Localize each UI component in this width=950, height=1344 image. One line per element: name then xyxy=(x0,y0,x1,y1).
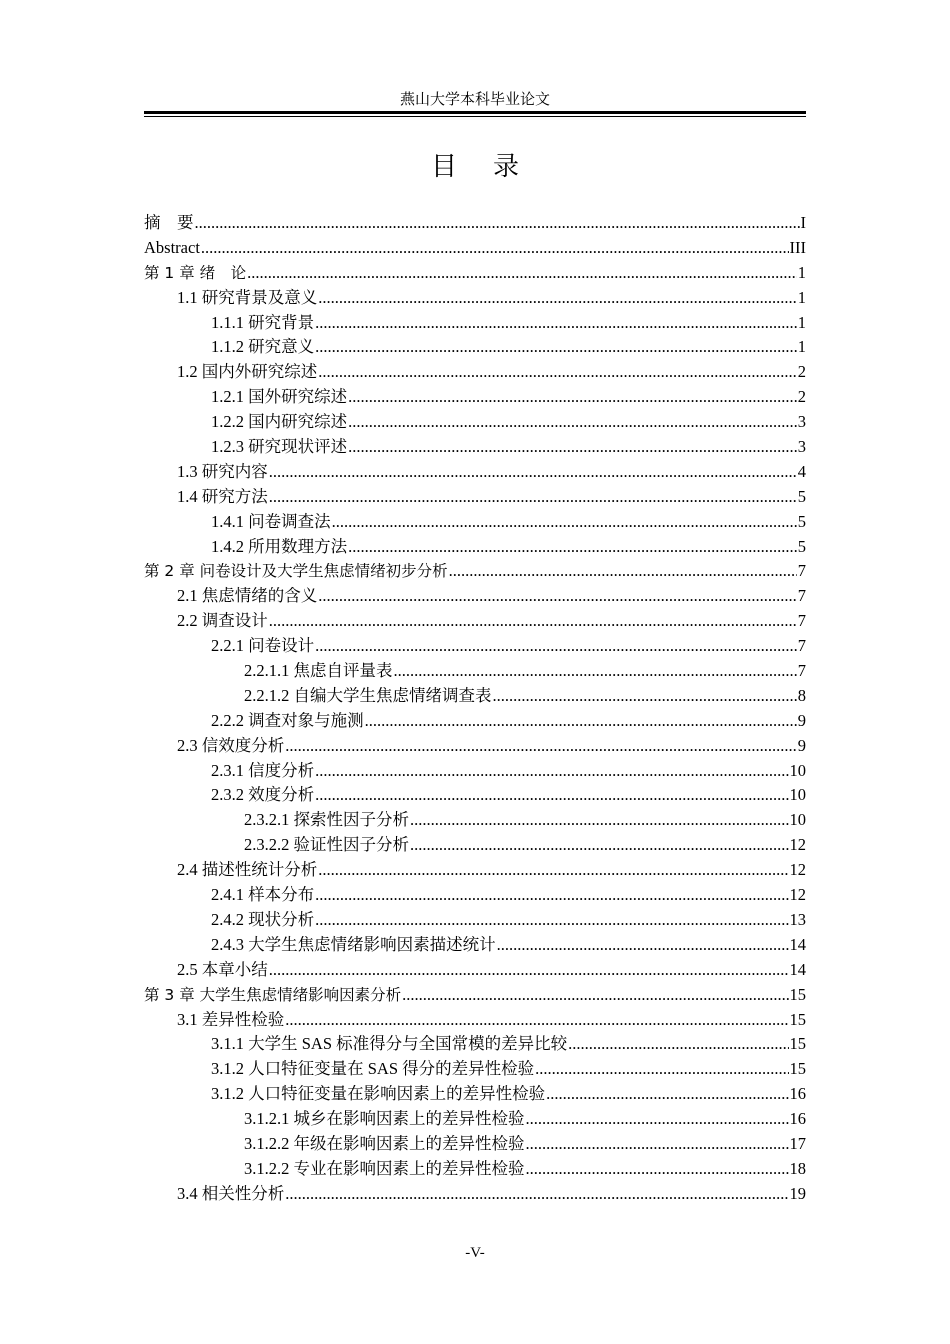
toc-entry-label: 1.3 研究内容 xyxy=(177,461,268,481)
toc-leader-dots xyxy=(535,1057,788,1082)
toc-leader-dots xyxy=(269,609,797,634)
page-header: 燕山大学本科毕业论文 xyxy=(399,92,550,108)
page-number: -V- xyxy=(465,1245,485,1261)
toc-entry-page: 17 xyxy=(789,1133,806,1153)
toc-entry[interactable] xyxy=(144,958,806,983)
toc-entry-page: I xyxy=(800,213,806,232)
toc-leader-dots xyxy=(318,584,797,609)
toc-entry[interactable] xyxy=(144,1008,806,1033)
toc-entry[interactable] xyxy=(144,1157,806,1182)
toc-title-part1: 目 xyxy=(430,152,457,182)
toc-entry-page: 7 xyxy=(797,586,806,606)
toc-entry-page: 15 xyxy=(789,1034,806,1054)
toc-leader-dots xyxy=(315,335,797,360)
toc-entry-page: 16 xyxy=(789,1109,806,1129)
toc-entry-label: 1.4 研究方法 xyxy=(177,486,268,506)
toc-entry[interactable] xyxy=(144,1132,806,1157)
toc-entry-label: 2.4.2 现状分析 xyxy=(211,909,315,929)
toc-entry[interactable] xyxy=(144,286,806,311)
toc-leader-dots xyxy=(348,435,797,460)
toc-entry[interactable] xyxy=(144,485,806,510)
toc-entry-page: 7 xyxy=(797,611,806,631)
toc-entry-label: 1.1.2 研究意义 xyxy=(211,337,315,357)
toc-leader-dots xyxy=(526,1132,789,1157)
toc-leader-dots xyxy=(526,1157,789,1182)
toc-entry-label: 3.1.1 大学生 SAS 标准得分与全国常模的差异比较 xyxy=(211,1034,568,1054)
toc-entry-page: 10 xyxy=(789,785,806,805)
toc-leader-dots xyxy=(247,261,797,286)
toc-entry-label: 2.3.2 效度分析 xyxy=(211,785,315,805)
toc-entry-page: 7 xyxy=(797,661,806,681)
toc-entry-page: 14 xyxy=(789,959,806,979)
toc-leader-dots xyxy=(318,286,797,311)
toc-entry-page: 5 xyxy=(797,536,806,556)
toc-entry-label: 1.2.1 国外研究综述 xyxy=(211,387,348,407)
toc-title-part2: 录 xyxy=(493,152,520,182)
toc-entry[interactable] xyxy=(144,211,806,236)
toc-entry-label: 2.3.2.2 验证性因子分析 xyxy=(244,835,409,855)
toc-entry-label: 3.1.2.2 年级在影响因素上的差异性检验 xyxy=(244,1133,525,1153)
toc-entry-page: 5 xyxy=(797,511,806,531)
header-rule-thick xyxy=(144,111,806,114)
toc-leader-dots xyxy=(285,1008,788,1033)
toc-leader-dots xyxy=(546,1082,788,1107)
toc-entry-page: 3 xyxy=(797,437,806,457)
toc-entry-label: 2.2.1.2 自编大学生焦虑情绪调查表 xyxy=(244,685,492,705)
toc-leader-dots xyxy=(449,559,797,584)
toc-entry[interactable] xyxy=(144,1107,806,1132)
toc-entry-label: 1.1 研究背景及意义 xyxy=(177,287,318,307)
toc-leader-dots xyxy=(348,535,797,560)
toc-entry-label: 第 2 章 问卷设计及大学生焦虑情绪初步分析 xyxy=(144,562,448,581)
toc-entry[interactable] xyxy=(144,858,806,883)
toc-entry[interactable] xyxy=(144,908,806,933)
toc-entry-label: 2.2.2 调查对象与施测 xyxy=(211,710,364,730)
toc-entry-label: 3.1.2 人口特征变量在影响因素上的差异性检验 xyxy=(211,1084,546,1104)
toc-entry-page: 2 xyxy=(797,387,806,407)
toc-entry[interactable] xyxy=(144,559,806,584)
toc-entry[interactable] xyxy=(144,236,806,261)
toc-entry-page: 19 xyxy=(789,1183,806,1203)
toc-leader-dots xyxy=(315,883,788,908)
table-of-contents xyxy=(144,211,806,1207)
toc-entry[interactable] xyxy=(144,410,806,435)
toc-leader-dots xyxy=(348,410,797,435)
toc-entry[interactable] xyxy=(144,759,806,784)
toc-entry-page: 14 xyxy=(789,934,806,954)
toc-leader-dots xyxy=(332,510,797,535)
toc-entry[interactable] xyxy=(144,1057,806,1082)
toc-entry-page: 4 xyxy=(797,461,806,481)
toc-entry-label: 2.1 焦虑情绪的含义 xyxy=(177,586,318,606)
toc-entry-label: 1.4.2 所用数理方法 xyxy=(211,536,348,556)
toc-entry-label: 3.1.2.2 专业在影响因素上的差异性检验 xyxy=(244,1158,525,1178)
toc-leader-dots xyxy=(315,783,788,808)
toc-entry-page: 13 xyxy=(789,909,806,929)
toc-entry-page: 15 xyxy=(789,984,806,1004)
toc-leader-dots xyxy=(348,385,797,410)
toc-entry-label: 2.5 本章小结 xyxy=(177,959,268,979)
toc-entry[interactable] xyxy=(144,1032,806,1057)
toc-entry[interactable] xyxy=(144,609,806,634)
toc-entry-page: 1 xyxy=(797,337,806,357)
toc-leader-dots xyxy=(269,958,789,983)
toc-entry[interactable] xyxy=(144,1082,806,1107)
toc-entry-label: 3.4 相关性分析 xyxy=(177,1183,285,1203)
toc-entry-page: 8 xyxy=(797,685,806,705)
toc-entry-page: 7 xyxy=(797,636,806,656)
toc-entry[interactable] xyxy=(144,709,806,734)
toc-entry-page: 9 xyxy=(797,710,806,730)
toc-entry-label: 3.1 差异性检验 xyxy=(177,1009,285,1029)
toc-entry-label: 1.1.1 研究背景 xyxy=(211,312,315,332)
toc-leader-dots xyxy=(394,659,797,684)
toc-leader-dots xyxy=(497,933,789,958)
toc-entry-label: 3.1.2.1 城乡在影响因素上的差异性检验 xyxy=(244,1109,525,1129)
toc-leader-dots xyxy=(410,833,789,858)
toc-entry[interactable] xyxy=(144,883,806,908)
toc-entry-label: 2.3 信效度分析 xyxy=(177,735,285,755)
toc-entry[interactable] xyxy=(144,435,806,460)
toc-entry-page: 12 xyxy=(789,885,806,905)
toc-entry[interactable] xyxy=(144,335,806,360)
toc-leader-dots xyxy=(402,983,788,1008)
toc-entry[interactable] xyxy=(144,808,806,833)
toc-entry-label: 2.3.1 信度分析 xyxy=(211,760,315,780)
toc-entry-page: 9 xyxy=(797,735,806,755)
toc-entry-page: 10 xyxy=(789,760,806,780)
toc-entry-label: 1.2.2 国内研究综述 xyxy=(211,412,348,432)
toc-entry[interactable] xyxy=(144,734,806,759)
toc-entry[interactable] xyxy=(144,783,806,808)
header-rule-thin xyxy=(144,116,806,117)
toc-entry-page: 12 xyxy=(789,860,806,880)
toc-entry-label: 2.2.1.1 焦虑自评量表 xyxy=(244,661,393,681)
toc-entry-label: Abstract xyxy=(144,237,200,257)
toc-leader-dots xyxy=(315,908,788,933)
toc-leader-dots xyxy=(285,734,797,759)
toc-entry[interactable] xyxy=(144,659,806,684)
toc-leader-dots xyxy=(269,460,797,485)
toc-leader-dots xyxy=(201,236,789,261)
toc-entry-label: 2.4.1 样本分布 xyxy=(211,885,315,905)
toc-entry-page: 15 xyxy=(789,1009,806,1029)
toc-entry-label: 摘 要 xyxy=(144,213,194,232)
toc-leader-dots xyxy=(318,360,797,385)
toc-entry-page: 10 xyxy=(789,810,806,830)
toc-entry-page: 7 xyxy=(797,561,806,581)
toc-entry-page: 2 xyxy=(797,362,806,382)
toc-entry[interactable] xyxy=(144,360,806,385)
toc-leader-dots xyxy=(493,684,797,709)
toc-entry-page: 16 xyxy=(789,1084,806,1104)
toc-leader-dots xyxy=(315,759,788,784)
toc-entry[interactable] xyxy=(144,584,806,609)
toc-entry-page: 1 xyxy=(797,287,806,307)
toc-entry-label: 第 3 章 大学生焦虑情绪影响因素分析 xyxy=(144,985,402,1004)
toc-entry-label: 1.2.3 研究现状评述 xyxy=(211,437,348,457)
toc-entry-label: 2.3.2.1 探索性因子分析 xyxy=(244,810,409,830)
toc-entry-page: 1 xyxy=(797,262,806,282)
toc-entry[interactable] xyxy=(144,684,806,709)
toc-entry[interactable] xyxy=(144,460,806,485)
toc-entry-label: 2.2 调查设计 xyxy=(177,611,268,631)
toc-entry-page: 18 xyxy=(789,1158,806,1178)
toc-leader-dots xyxy=(195,211,800,236)
toc-leader-dots xyxy=(285,1182,788,1207)
toc-entry-label: 2.2.1 问卷设计 xyxy=(211,636,315,656)
toc-entry-page: 3 xyxy=(797,412,806,432)
toc-entry-page: 1 xyxy=(797,312,806,332)
toc-title xyxy=(144,150,806,184)
toc-entry-label: 2.4.3 大学生焦虑情绪影响因素描述统计 xyxy=(211,934,496,954)
toc-entry-page: 5 xyxy=(797,486,806,506)
toc-entry-page: III xyxy=(789,237,806,257)
toc-entry[interactable] xyxy=(144,261,806,286)
toc-entry[interactable] xyxy=(144,311,806,336)
toc-entry[interactable] xyxy=(144,510,806,535)
toc-entry[interactable] xyxy=(144,933,806,958)
toc-entry[interactable] xyxy=(144,983,806,1008)
toc-entry-page: 15 xyxy=(789,1059,806,1079)
toc-entry-label: 1.2 国内外研究综述 xyxy=(177,362,318,382)
toc-entry-label: 3.1.2 人口特征变量在 SAS 得分的差异性检验 xyxy=(211,1059,535,1079)
toc-entry[interactable] xyxy=(144,634,806,659)
toc-entry[interactable] xyxy=(144,833,806,858)
toc-entry[interactable] xyxy=(144,1182,806,1207)
toc-leader-dots xyxy=(315,311,797,336)
toc-leader-dots xyxy=(568,1032,788,1057)
toc-leader-dots xyxy=(269,485,797,510)
toc-entry-page: 12 xyxy=(789,835,806,855)
toc-entry[interactable] xyxy=(144,535,806,560)
toc-leader-dots xyxy=(365,709,797,734)
toc-entry-label: 2.4 描述性统计分析 xyxy=(177,860,318,880)
toc-leader-dots xyxy=(318,858,788,883)
toc-entry-label: 1.4.1 问卷调查法 xyxy=(211,511,331,531)
toc-leader-dots xyxy=(315,634,797,659)
toc-leader-dots xyxy=(526,1107,789,1132)
toc-entry-label: 第 1 章 绪 论 xyxy=(144,263,247,282)
toc-entry[interactable] xyxy=(144,385,806,410)
toc-leader-dots xyxy=(410,808,789,833)
